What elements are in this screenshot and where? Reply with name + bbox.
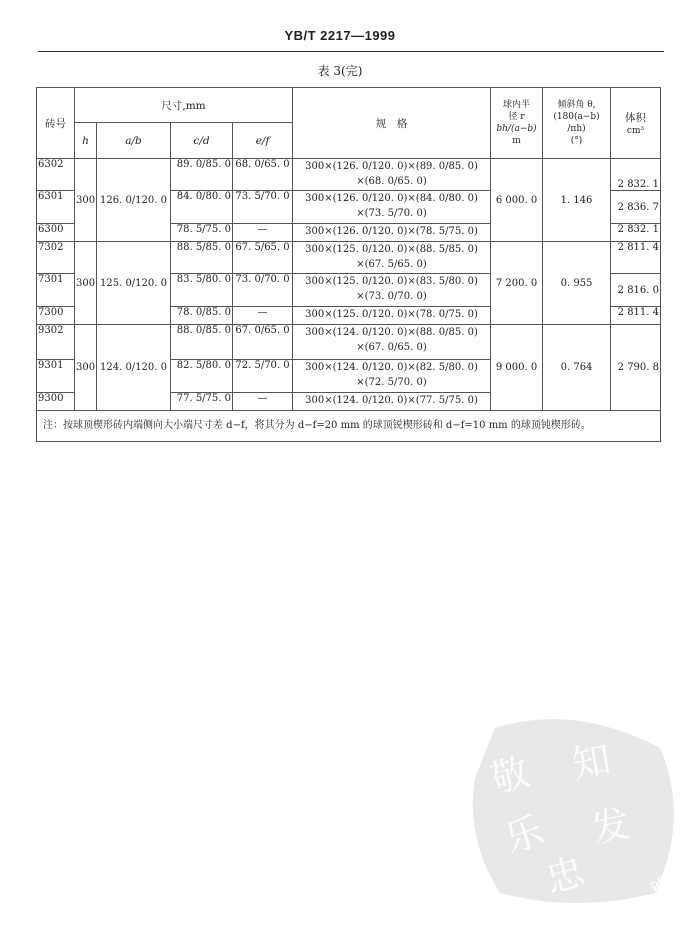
brick-no: 6300 [37, 224, 75, 242]
col-spec: 规 格 [293, 88, 491, 159]
h-value: 300 [75, 325, 97, 411]
volume-value: 2 832. 1 [611, 224, 661, 242]
spec-value: 300×(125. 0/120. 0)×(88. 5/85. 0) ×(67. 5/65. 0) [293, 242, 491, 274]
h-value: 300 [75, 159, 97, 242]
spec-value: 300×(126. 0/120. 0)×(78. 5/75. 0) [293, 224, 491, 242]
h-value: 300 [75, 242, 97, 325]
cd-value: 88. 0/85. 0 [171, 325, 233, 360]
brick-no: 7302 [37, 242, 75, 274]
cd-value: 77. 5/75. 0 [171, 393, 233, 411]
cd-value: 84. 0/80. 0 [171, 191, 233, 224]
brick-no: 7300 [37, 307, 75, 325]
document-number: YB/T 2217—1999 [284, 28, 396, 43]
brick-no: 9300 [37, 393, 75, 411]
spec-value: 300×(124. 0/120. 0)×(88. 0/85. 0) ×(67. 0/65. 0) [293, 325, 491, 360]
stamp-char: 发 [587, 800, 635, 852]
col-ef: e/f [233, 123, 293, 159]
group-6300 [37, 159, 661, 242]
volume-value: 2 790. 8 [611, 325, 661, 411]
volume-value: 2 811. 4 [611, 307, 661, 325]
stamp-char: 知 [568, 736, 615, 787]
spec-value: 300×(124. 0/120. 0)×(82. 5/80. 0) ×(72. 5/70. 0) [293, 360, 491, 393]
header-divider [38, 51, 664, 52]
angle-value: 0. 955 [543, 242, 611, 325]
angle-value: 1. 146 [543, 159, 611, 242]
cd-value: 88. 5/85. 0 [171, 242, 233, 274]
ef-value: 73. 0/70. 0 [233, 274, 293, 307]
col-size: 尺寸,mm [75, 88, 293, 123]
stamp-char: 敬 [485, 749, 535, 802]
ef-value: 72. 5/70. 0 [233, 360, 293, 393]
cd-value: 83. 5/80. 0 [171, 274, 233, 307]
brick-no: 9302 [37, 325, 75, 360]
cd-value: 89. 0/85. 0 [171, 159, 233, 191]
col-ab: a/b [97, 123, 171, 159]
ab-value: 125. 0/120. 0 [97, 242, 171, 325]
stamp-char: 乐 [499, 807, 549, 862]
cd-value: 78. 5/75. 0 [171, 224, 233, 242]
brick-no: 7301 [37, 274, 75, 307]
table-note: 注：按球顶楔形砖内端侧向大小端尺寸差 d−f，将其分为 d−f=20 mm 的球顶锐楔形砖和 d−f=10 mm 的球顶钝楔形砖。 [37, 411, 661, 442]
volume-value: 2 836. 7 [611, 191, 661, 224]
spec-value: 300×(126. 0/120. 0)×(89. 0/85. 0) ×(68. 0/65. 0) [293, 159, 491, 191]
table-title: 表 3(完) [317, 64, 363, 78]
ef-value: 73. 5/70. 0 [233, 191, 293, 224]
spec-value: 300×(125. 0/120. 0)×(83. 5/80. 0) ×(73. 0/70. 0) [293, 274, 491, 307]
ef-value: 67. 5/65. 0 [233, 242, 293, 274]
volume-value: 2 832. 1 [611, 159, 661, 191]
watermark-stamp [455, 708, 680, 908]
ef-value: 68. 0/65. 0 [233, 159, 293, 191]
spec-table [36, 87, 661, 442]
volume-value: 2 816. 0 [611, 274, 661, 307]
ef-value: — [233, 307, 293, 325]
ab-value: 126. 0/120. 0 [97, 159, 171, 242]
radius-value: 7 200. 0 [491, 242, 543, 325]
col-angle: 倾斜角 θ, (180(a−b) /πh) (°) [543, 88, 611, 159]
col-volume: 体积 cm³ [611, 88, 661, 159]
brick-no: 6301 [37, 191, 75, 224]
brick-no: 9301 [37, 360, 75, 393]
radius-value: 6 000. 0 [491, 159, 543, 242]
col-radius: 球内半 径 r bh/(a−b) m [491, 88, 543, 159]
brick-no: 6302 [37, 159, 75, 191]
stamp-char: 忠 [540, 849, 590, 902]
ef-value: 67. 0/65. 0 [233, 325, 293, 360]
angle-value: 0. 764 [543, 325, 611, 411]
spec-value: 300×(125. 0/120. 0)×(78. 0/75. 0) [293, 307, 491, 325]
radius-value: 9 000. 0 [491, 325, 543, 411]
spec-value: 300×(124. 0/120. 0)×(77. 5/75. 0) [293, 393, 491, 411]
col-brick-no: 砖号 [37, 88, 75, 159]
stamp-pd: PD [648, 872, 674, 897]
cd-value: 78. 0/85. 0 [171, 307, 233, 325]
ab-value: 124. 0/120. 0 [97, 325, 171, 411]
volume-value: 2 811. 4 [611, 242, 661, 274]
col-h: h [75, 123, 97, 159]
ef-value: — [233, 224, 293, 242]
spec-value: 300×(126. 0/120. 0)×(84. 0/80. 0) ×(73. 5/70. 0) [293, 191, 491, 224]
col-cd: c/d [171, 123, 233, 159]
ef-value: — [233, 393, 293, 411]
cd-value: 82. 5/80. 0 [171, 360, 233, 393]
group-9300 [37, 325, 661, 411]
group-7300 [37, 242, 661, 325]
